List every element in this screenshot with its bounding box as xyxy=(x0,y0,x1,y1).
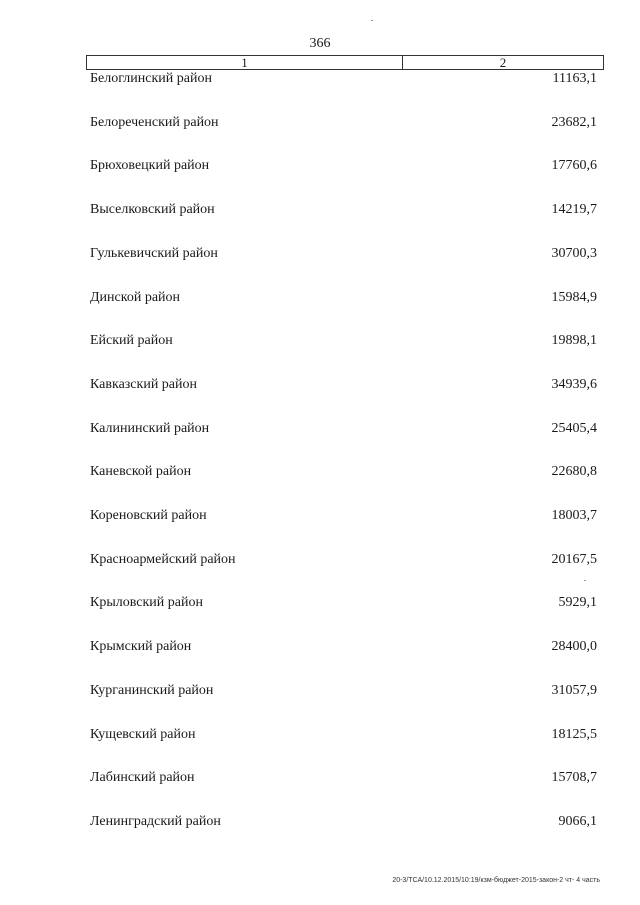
district-name: Крыловский район xyxy=(90,595,203,611)
district-name: Брюховецкий район xyxy=(90,158,210,174)
district-value: 17760,6 xyxy=(551,158,597,174)
district-name: Калининский район xyxy=(90,420,210,436)
district-name: Курганинский район xyxy=(90,682,214,698)
district-name: Гулькевичский район xyxy=(90,245,218,261)
district-value: 30700,3 xyxy=(551,245,597,261)
table-row xyxy=(0,595,640,617)
district-value: 5929,1 xyxy=(558,595,597,611)
table-row xyxy=(0,421,640,443)
table-row xyxy=(0,683,640,705)
district-value: 22680,8 xyxy=(551,464,597,480)
district-name: Кавказский район xyxy=(90,376,198,392)
district-name: Динской район xyxy=(90,289,181,305)
district-value: 23682,1 xyxy=(551,114,597,130)
district-value: 25405,4 xyxy=(551,420,597,436)
table-row xyxy=(0,464,640,486)
district-name: Кущевский район xyxy=(90,726,196,742)
table-row xyxy=(0,290,640,312)
document-footer: 20-3/ТСА/10.12.2015/10:19/кзм-бюджет-2015-закон-2 чт- 4 часть xyxy=(392,877,600,884)
district-value: 11163,1 xyxy=(552,71,597,86)
district-name: Ейский район xyxy=(90,333,173,349)
district-value: 20167,5 xyxy=(551,551,597,567)
district-name: Крымский район xyxy=(90,639,192,655)
table-row xyxy=(0,115,640,137)
district-name: Лабинский район xyxy=(90,770,195,786)
scan-speck xyxy=(371,20,373,21)
district-value: 15984,9 xyxy=(551,289,597,305)
table-row xyxy=(0,552,640,574)
district-value: 9066,1 xyxy=(558,813,597,829)
table-row xyxy=(0,246,640,268)
table-row xyxy=(0,202,640,224)
district-value: 18003,7 xyxy=(551,508,597,523)
district-name: Кореновский район xyxy=(90,508,207,523)
table-row xyxy=(0,770,640,792)
district-name: Ленинградский район xyxy=(90,813,221,829)
district-value: 14219,7 xyxy=(551,202,597,218)
column-header-2: 2 xyxy=(499,55,507,70)
district-name: Выселковский район xyxy=(90,202,215,218)
district-value: 15708,7 xyxy=(551,770,597,786)
table-header xyxy=(86,55,604,70)
district-value: 19898,1 xyxy=(551,333,597,349)
district-name: Красноармейский район xyxy=(90,551,236,567)
table-row xyxy=(0,158,640,180)
table-row xyxy=(0,639,640,661)
page-number: 366 xyxy=(309,36,331,51)
scan-speck xyxy=(584,580,586,581)
table-row xyxy=(0,377,640,399)
district-value: 28400,0 xyxy=(551,639,597,655)
table-row xyxy=(0,727,640,749)
district-value: 31057,9 xyxy=(551,682,597,698)
district-value: 18125,5 xyxy=(551,726,597,742)
table-row xyxy=(0,814,640,836)
district-name: Белоглинский район xyxy=(90,71,212,86)
table-row xyxy=(0,333,640,355)
district-name: Белореченский район xyxy=(90,114,219,130)
table-row xyxy=(0,508,640,530)
district-name: Каневской район xyxy=(90,464,192,480)
table-row xyxy=(0,71,640,93)
column-header-1: 1 xyxy=(87,56,403,69)
district-value: 34939,6 xyxy=(551,376,597,392)
